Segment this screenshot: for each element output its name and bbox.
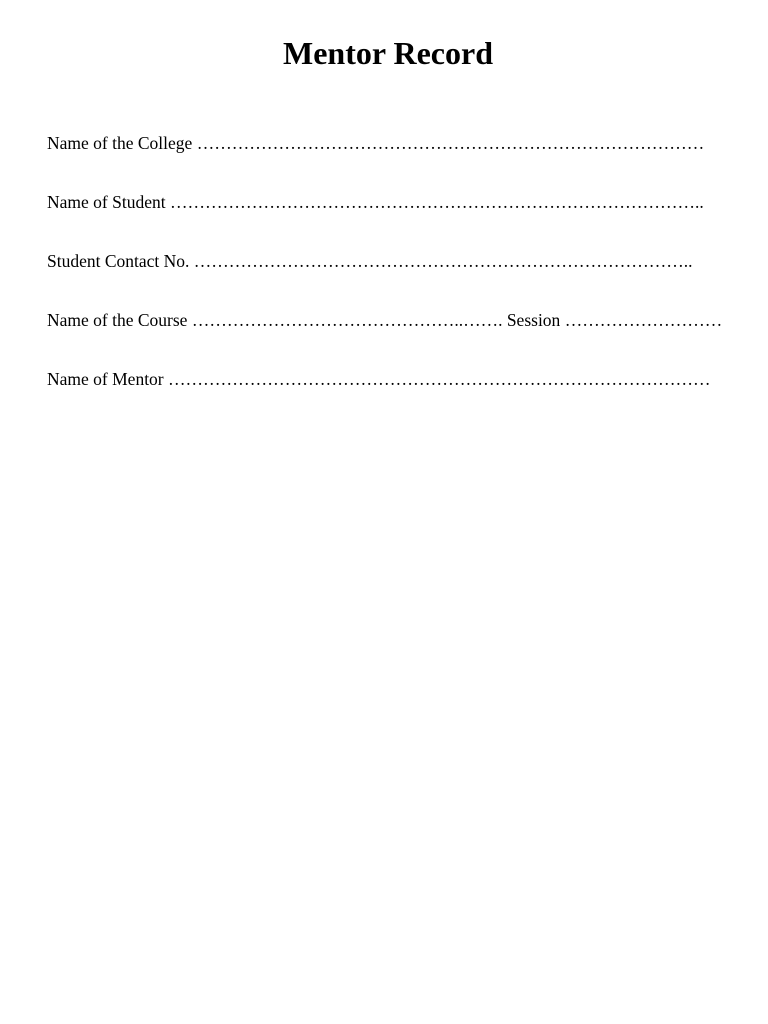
field-college xyxy=(47,132,704,154)
fill-line-student-contact: ………………………………………………………………………….. xyxy=(193,251,693,271)
page-title: Mentor Record xyxy=(283,35,493,71)
field-course-session xyxy=(47,309,722,331)
field-student-contact xyxy=(47,250,693,272)
field-label-mentor-name: Name of Mentor xyxy=(47,369,164,389)
field-label-student-name: Name of Student xyxy=(47,192,166,212)
field-label-college: Name of the College xyxy=(47,133,193,153)
field-student-name xyxy=(47,191,704,213)
fill-line-student-name: ……………………………………………………………………………….. xyxy=(169,192,704,212)
field-label-session: Session xyxy=(506,310,561,330)
field-mentor-name xyxy=(47,368,711,390)
fill-line-college: …………………………………………………………………………… xyxy=(196,133,705,153)
fill-line-session: ……………………… xyxy=(564,310,723,330)
fill-line-mentor-name: ………………………………………………………………………………… xyxy=(168,369,711,389)
fill-line-course: ………………………………………..……. xyxy=(191,310,503,330)
field-label-course: Name of the Course xyxy=(47,310,188,330)
field-label-student-contact: Student Contact No. xyxy=(47,251,190,271)
